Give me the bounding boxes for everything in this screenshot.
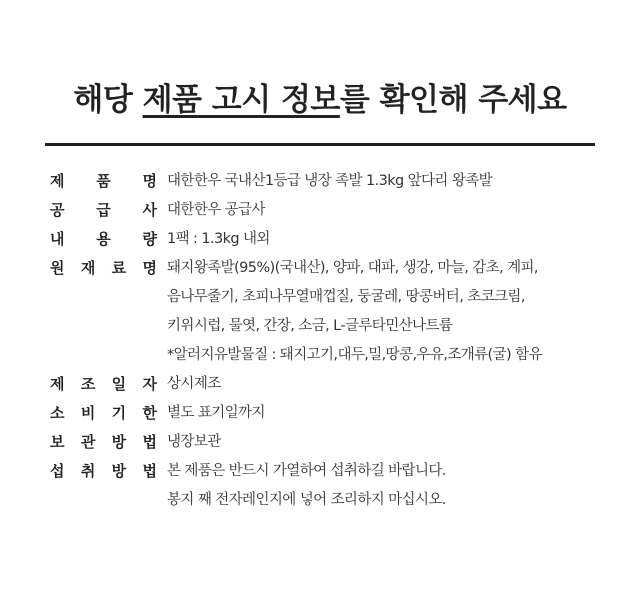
info-label-char: 한	[142, 404, 157, 422]
info-label-char: 소	[50, 404, 65, 422]
title-divider	[45, 143, 595, 146]
info-label-manufacture-date	[50, 370, 157, 399]
info-label-char: 제	[50, 172, 65, 190]
info-label-consumption	[50, 457, 157, 486]
info-label-char: 명	[142, 172, 157, 190]
info-value-line: 1팩 : 1.3kg 내외	[167, 231, 270, 247]
info-label-char: 량	[142, 230, 157, 248]
info-label-char: 급	[96, 201, 111, 219]
info-value-line: 키위시럽, 물엿, 간장, 소금, L-글루타민산나트륨	[167, 318, 453, 334]
info-label-volume	[50, 225, 157, 254]
title-prefix: 해당	[73, 82, 143, 118]
info-label-char: 내	[50, 230, 65, 248]
info-row-expiry	[50, 399, 610, 428]
info-label-supplier	[50, 196, 157, 225]
info-label-char: 제	[50, 375, 65, 393]
info-label-char: 취	[80, 462, 96, 480]
info-label-char: 공	[50, 201, 65, 219]
info-label-char: 섭	[50, 462, 65, 480]
info-row-storage	[50, 428, 610, 457]
info-value-ingredients	[167, 254, 610, 370]
info-label-char: 기	[111, 404, 127, 422]
info-label-char: 관	[80, 433, 96, 451]
info-value-volume	[167, 225, 610, 254]
info-value-line: 본 제품은 반드시 가열하여 섭취하길 바랍니다.	[167, 463, 446, 479]
info-label-ingredients	[50, 254, 157, 283]
info-value-line: 음나무줄기, 초피나무열매껍질, 둥굴레, 땅콩버터, 초코크림,	[167, 289, 525, 305]
info-label-char: 자	[142, 375, 157, 393]
title-container	[0, 74, 640, 119]
info-row-supplier	[50, 196, 610, 225]
info-value-line: *알러지유발물질 : 돼지고기,대두,밀,땅콩,우유,조개류(굴) 함유	[167, 347, 542, 363]
product-info-table	[50, 167, 610, 515]
info-value-line: 별도 표기일까지	[167, 405, 265, 421]
info-value-line: 대한한우 공급사	[167, 202, 265, 218]
info-label-char: 료	[111, 259, 127, 277]
info-label-char: 비	[80, 404, 96, 422]
info-value-product-name	[167, 167, 610, 196]
info-row-consumption	[50, 457, 610, 515]
info-value-line: 냉장보관	[167, 434, 221, 450]
info-label-char: 방	[111, 462, 127, 480]
info-label-char: 재	[80, 259, 96, 277]
info-label-char: 명	[142, 259, 157, 277]
info-label-char: 일	[111, 375, 127, 393]
info-row-ingredients	[50, 254, 610, 370]
info-row-volume	[50, 225, 610, 254]
info-label-char: 법	[142, 433, 157, 451]
info-label-char: 법	[142, 462, 157, 480]
info-label-char: 방	[111, 433, 127, 451]
info-value-storage	[167, 428, 610, 457]
info-value-line: 봉지 째 전자레인지에 넣어 조리하지 마십시오.	[167, 492, 446, 508]
title-highlight: 제품 고시 정보	[142, 82, 340, 118]
info-label-char: 원	[50, 259, 65, 277]
info-value-line: 돼지왕족발(95%)(국내산), 양파, 대파, 생강, 마늘, 감초, 계피,	[167, 260, 538, 276]
info-value-supplier	[167, 196, 610, 225]
info-label-char: 품	[96, 172, 111, 190]
info-label-storage	[50, 428, 157, 457]
info-value-manufacture-date	[167, 370, 610, 399]
info-value-consumption	[167, 457, 610, 515]
info-row-manufacture-date	[50, 370, 610, 399]
info-label-char: 조	[80, 375, 96, 393]
info-value-line: 대한한우 국내산1등급 냉장 족발 1.3kg 앞다리 왕족발	[167, 173, 493, 189]
info-value-line: 상시제조	[167, 376, 221, 392]
page-title	[73, 74, 566, 119]
info-label-expiry	[50, 399, 157, 428]
info-row-product-name	[50, 167, 610, 196]
info-value-expiry	[167, 399, 610, 428]
info-label-product-name	[50, 167, 157, 196]
info-label-char: 사	[142, 201, 157, 219]
info-label-char: 보	[50, 433, 65, 451]
title-suffix: 를 확인해 주세요	[339, 82, 567, 118]
info-label-char: 용	[96, 230, 111, 248]
